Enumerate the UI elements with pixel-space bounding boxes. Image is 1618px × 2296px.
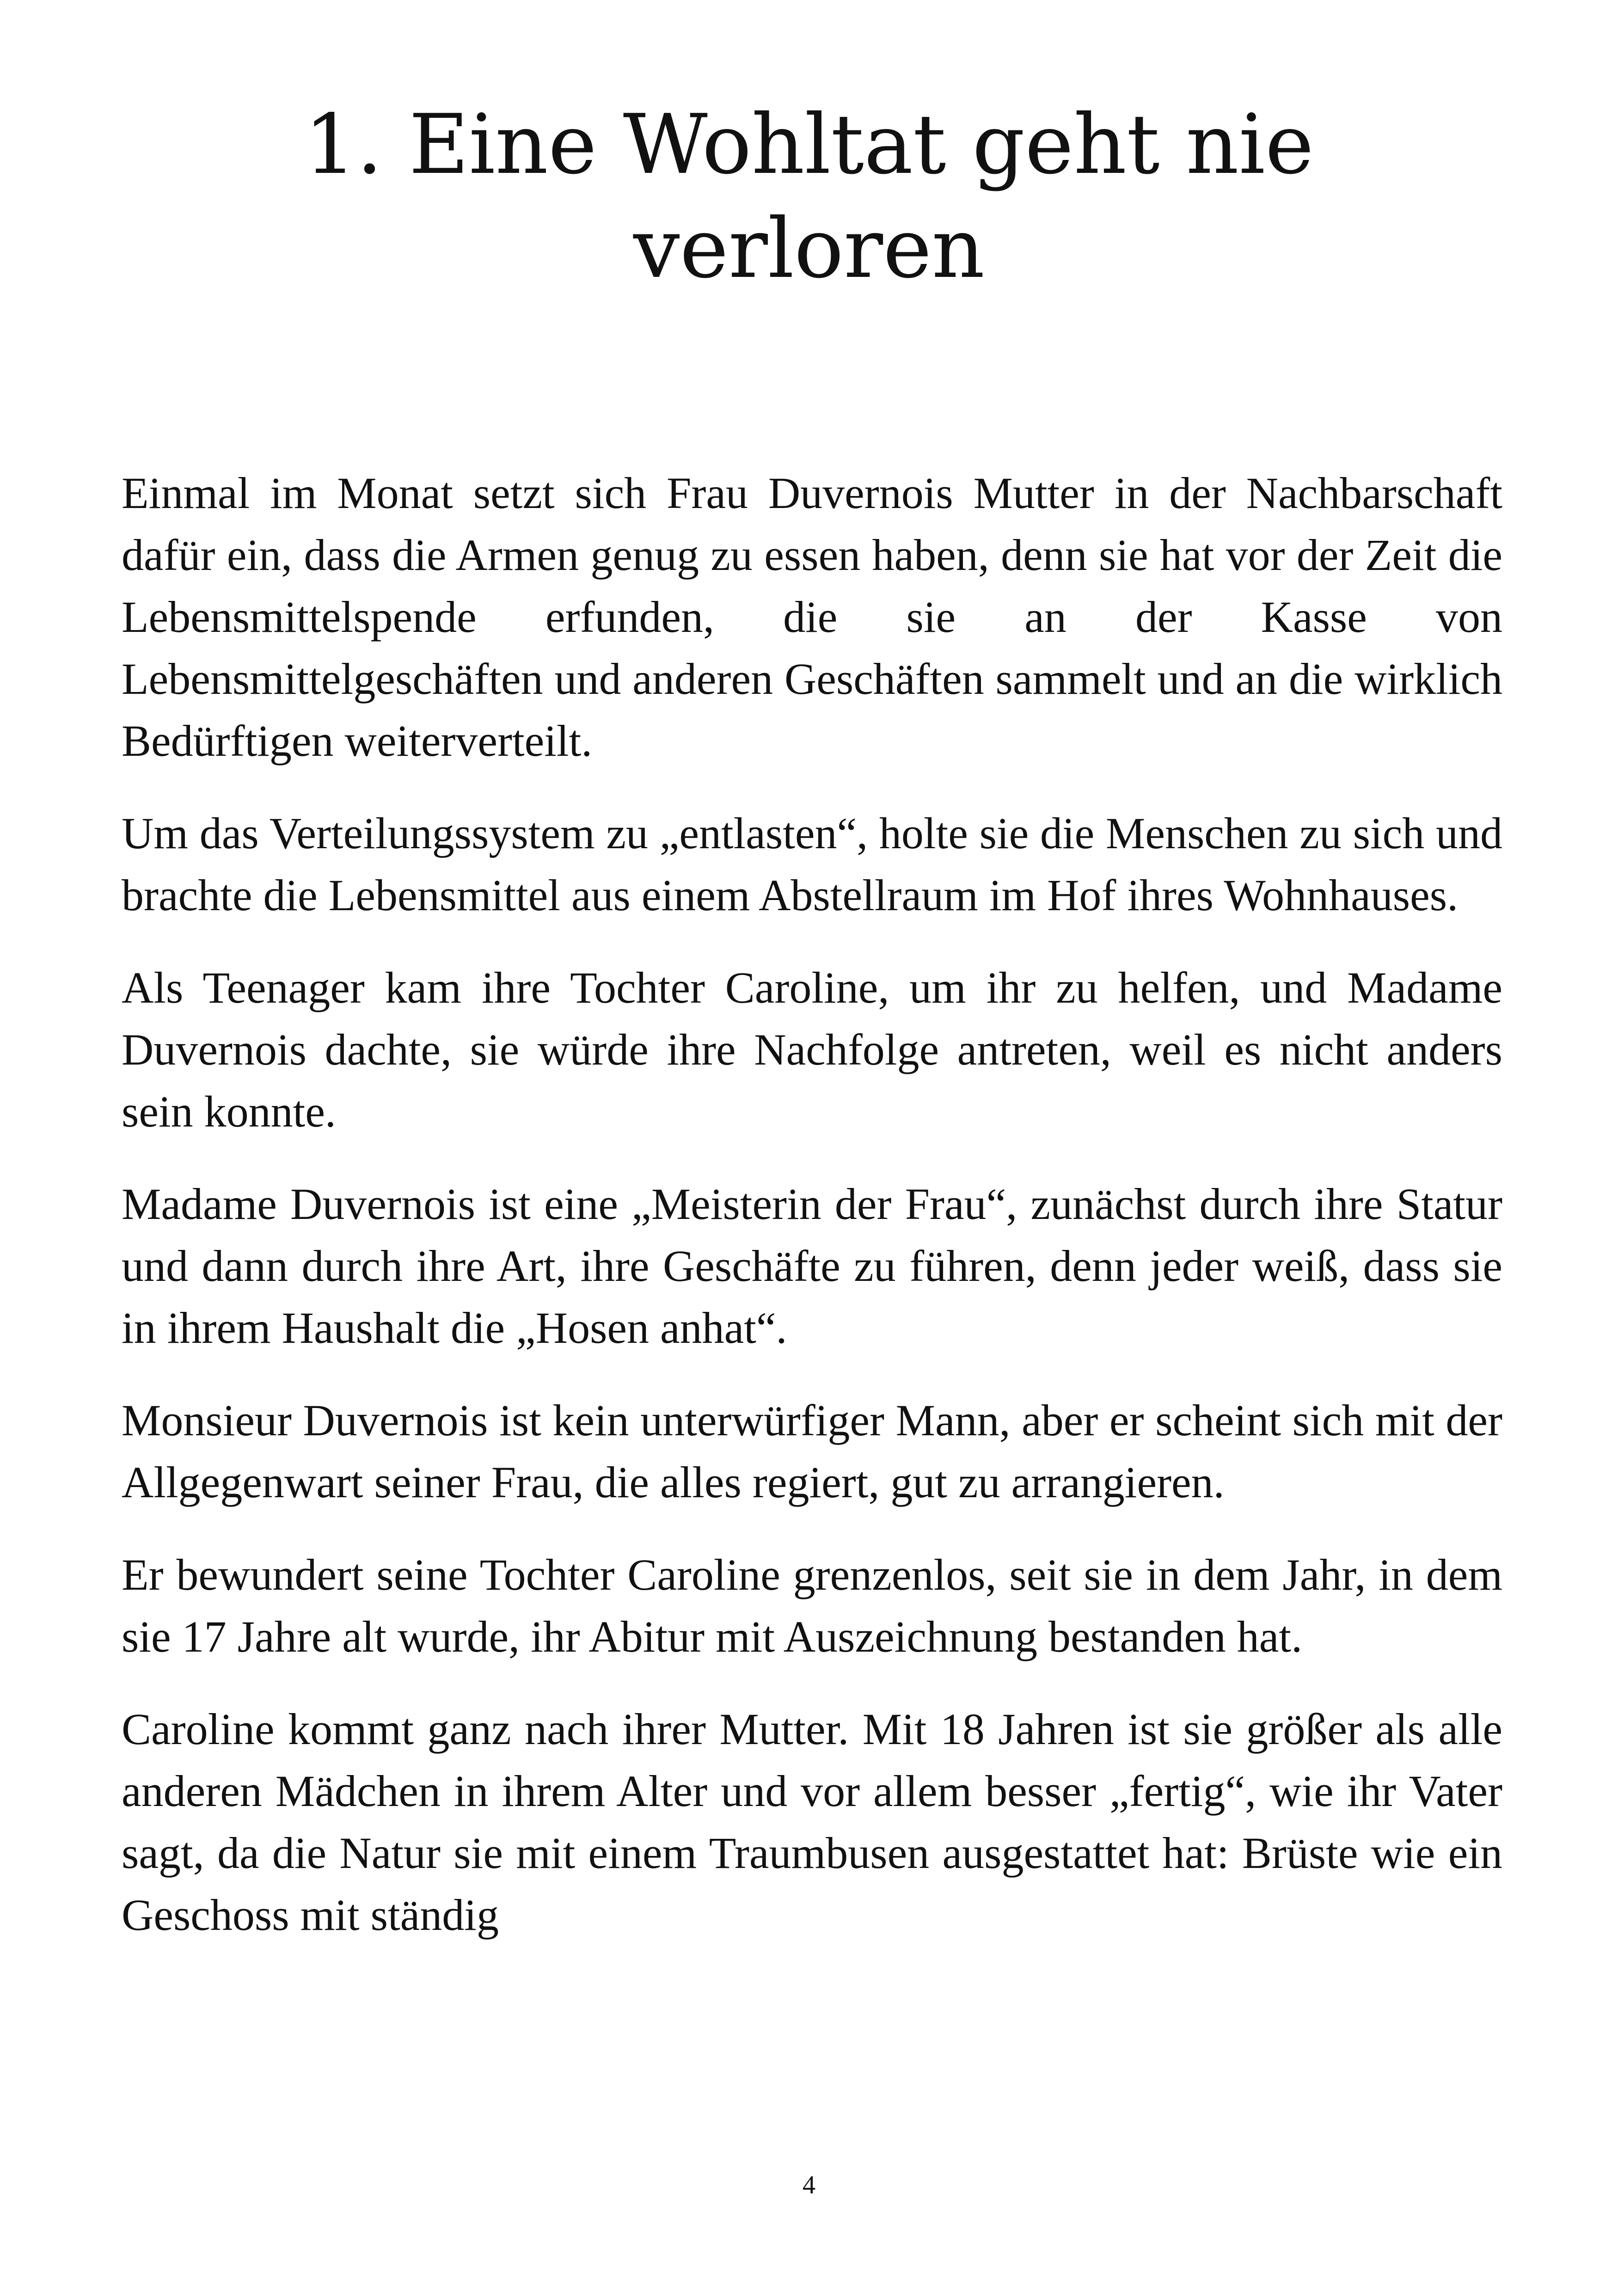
paragraph: Einmal im Monat setzt sich Frau Duvernois Mutter in der Nachbarschaft dafür ein, dass die Armen genug zu essen haben, denn sie hat vor der Zeit die Lebensmittelspende erfunden, die sie an der Kasse von Lebensmittelgeschäften und anderen Geschäften sammelt und an die wirklich Bedürftigen weiterverteilt. xyxy=(122,468,1502,765)
chapter-title: 1. Eine Wohltat geht nie verloren xyxy=(304,97,1314,296)
page-number: 4 xyxy=(803,2171,815,2199)
paragraph: Caroline kommt ganz nach ihrer Mutter. Mit 18 Jahren ist sie größer als alle anderen Mädchen in ihrem Alter und vor allem besser „fertig“, wie ihr Vater sagt, da die Natur sie mit einem Traumbusen ausgestattet hat: Brüste wie ein Geschoss mit ständig xyxy=(122,1704,1502,1940)
paragraph: Um das Verteilungssystem zu „entlasten“, holte sie die Menschen zu sich und brachte die Lebensmittel aus einem Abstellraum im Hof ihres Wohnhauses. xyxy=(122,808,1502,920)
paragraph: Monsieur Duvernois ist kein unterwürfiger Mann, aber er scheint sich mit der Allgegenwart seiner Frau, die alles regiert, gut zu arrangieren. xyxy=(122,1396,1502,1507)
paragraph: Als Teenager kam ihre Tochter Caroline, um ihr zu helfen, und Madame Duvernois dachte, sie würde ihre Nachfolge antreten, weil es nicht anders sein konnte. xyxy=(122,963,1502,1136)
paragraph: Madame Duvernois ist eine „Meisterin der Frau“, zunächst durch ihre Statur und dann durch ihre Art, ihre Geschäfte zu führen, denn jeder weiß, dass sie in ihrem Haushalt die „Hosen anhat“. xyxy=(122,1179,1502,1353)
body-text xyxy=(122,462,1502,1977)
paragraph: Er bewundert seine Tochter Caroline grenzenlos, seit sie in dem Jahr, in dem sie 17 Jahre alt wurde, ihr Abitur mit Auszeichnung bestanden hat. xyxy=(122,1550,1502,1661)
